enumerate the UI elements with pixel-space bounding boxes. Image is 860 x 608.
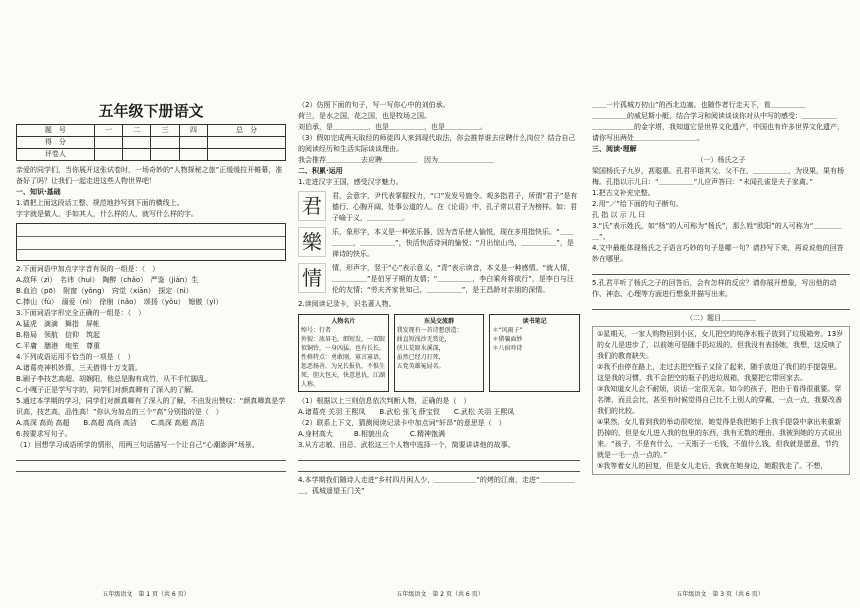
score-cell[interactable] (151, 149, 179, 161)
answer-line[interactable] (16, 464, 286, 472)
score-cell[interactable] (151, 137, 179, 149)
grader-row (17, 149, 286, 161)
answer-line[interactable] (298, 453, 580, 461)
question-text: （1）回想学习成语所学的情形，用两三句话描写一个让自己“心潮澎湃”场景。 (16, 441, 259, 449)
score-cell[interactable] (208, 149, 286, 161)
score-header-cell: 四 (179, 125, 207, 137)
section-heading: 三、阅读·理解 (592, 145, 637, 153)
card-title: 东吴交流群 (424, 318, 455, 325)
option-text: A.猛虎 滴滴 舞指 屏帐 (16, 320, 100, 328)
fill-sentence[interactable]: ＿＿一片孤城万仞山”的西北边塞。也随作者行走天下，看＿＿＿＿＿ (592, 101, 806, 109)
question-text: 1.走进汉字王国，感受汉字魅力。 (298, 178, 403, 186)
glyph-description: 乐，象形字，本义是一种弦乐器，因为音乐使人愉悦，现在多用指快乐。“＿＿＿＿＿，＿＿＿＿＿”，快活快活诗词的愉悦；“月出惊山鸟，＿＿＿＿＿”，是禅诗的快乐。 (332, 228, 574, 258)
fill-sentence[interactable]: 我会推荐＿＿＿＿＿去应聘＿＿＿＿＿ 因为＿＿＿＿＿＿＿＿ (298, 156, 494, 164)
question-text: （3）假如完成两天取经的师徒四人来到现代取法，你会推荐谁去应聘什么岗位？结合自己的阅读经历和生活实际谈谈理由。 (298, 134, 576, 153)
score-header-row (17, 125, 286, 137)
intro-text: 亲爱的同学们，当你展开这张试卷时，一场奇妙的“人物探秘之旅”正缓缓拉开帷幕，准备好了吗？让我们一起走进这些人物世界吧！ (16, 166, 283, 185)
story-paragraph: ①星期天，一家人购物回到小区，女儿把空的纯净水瓶子放到了垃圾箱旁。13岁的女儿是进步了，以前她可是随手扔垃圾的。但我没有表扬她，我想，这反映了我们的教育缺失。 (597, 330, 844, 360)
card-line: 侠儿荒原水溪深， (396, 345, 445, 352)
card-title: 读书笔记 (522, 318, 547, 325)
glyph-item (298, 263, 580, 296)
question-text: （1）根据以上三则信息依次判断人物，正确的是（ ） (298, 397, 471, 405)
option-text: C.小嘎子正是学写字的，同学们对颜真卿有了深入的了解。 (16, 386, 199, 394)
question-text: 5.通过本学期的学习，同学们对颜真卿有了深入的了解，不由发出赞叹：“颜真卿真是学识高，技艺高，品性高！”你认为加点的三个“高”分别指的是（ ） (16, 397, 286, 416)
score-row-label: 得 分 (17, 137, 95, 149)
ancient-glyph: 樂 (298, 227, 326, 257)
grader-row-label: 评卷人 (17, 149, 95, 161)
story-paragraph: ②我不由停在路上，走过去把空瓶子又捡了起来，随手放进了我们的手提袋里。这是我的习惯，我不会把空的瓶子扔进垃圾箱，我要把它带回家去。 (597, 363, 842, 382)
answer-line[interactable] (592, 267, 850, 275)
score-cell[interactable] (179, 137, 207, 149)
score-header-cell: 三 (151, 125, 179, 137)
card-title: 人物名片 (331, 318, 356, 325)
card-line: 我发现有一首诗想创造： (396, 327, 463, 334)
question-text: （2）联系上下文，猜测阅读记录卡中加点词“轩昂”的意思是（ ） (298, 419, 506, 427)
score-cell[interactable] (123, 137, 151, 149)
question-text: 3.下面词语字形完全正确的一组是：（ ） (16, 309, 146, 317)
question-text: 1.请把上面这段话工整、规范地抄写到下面的横线上。 (16, 199, 184, 207)
question-text: 2.读阅读记录卡，识名著人物。 (298, 300, 396, 308)
card-line: ＊猪骗面妙 (492, 336, 523, 343)
question-text: 3.“氏”表示姓氏，如“杨”的人可称为“杨氏”，那么姓“欧阳”的人可称为“＿＿＿＿＿”。 (592, 222, 842, 241)
copy-answer-box[interactable] (16, 223, 286, 261)
group-chat-card (394, 314, 485, 392)
option-text: A.诸葛亮 关羽 王熙凤 B.武松 张飞 薛宝钗 C.武松 关羽 王熙凤 (298, 408, 515, 416)
option-text: B.刷子李技艺高超、胡娴阳，他总是胸有成竹，从不手忙脚乱。 (16, 375, 213, 383)
page-3 (592, 100, 850, 584)
fill-sentence[interactable]: 刘伯承，是＿＿＿＿＿，也是＿＿＿＿＿，也是＿＿＿＿＿。 (298, 123, 487, 131)
option-text: A.敌拜（zì） 名讳（huì） 陶醉（chǎo） 严鉴（jiàn）生 (16, 276, 199, 284)
card-line: 绰号：行者 (301, 327, 332, 334)
story-passage (592, 326, 850, 475)
page-footer: 五年级语文 第 1 页（共 6 页） (102, 591, 190, 598)
reading-cards (298, 314, 580, 392)
score-header-cell: 总 分 (208, 125, 286, 137)
glyph-list (298, 191, 580, 296)
reading-subtitle: （一）杨氏之子 (696, 156, 746, 164)
score-cell[interactable] (179, 149, 207, 161)
glyph-description: 君，会意字，尹代表掌握权力，“口”发发号施令。观多指君子，所谓“君子”是有德行、心胸开阔、处事公道的人。在《论语》中，孔子常以君子为榜样。如：君子喻于义，＿＿＿＿＿。 (332, 192, 578, 222)
option-text: A.高深 高尚 高超 B.高超 高尚 高洁 C.高深 高超 高洁 (16, 419, 205, 427)
option-text: A.诸葛亮神机妙算，三天借得十万支箭。 (16, 364, 142, 372)
page-footer: 五年级语文 第 3 页（共 6 页） (676, 591, 764, 598)
question-text: 3.从方志敏、田忌、武松这三个人物中选择一个，简要讲讲他的故事。 (298, 441, 515, 449)
reading-passage: 梁国杨氏子九岁，甚聪惠。孔君平诣其父，父不在，＿＿＿＿＿，为设果，果有杨梅。孔指以示儿曰：“＿＿＿＿＿”儿应声答曰：“未闻孔雀是夫子家禽。” (592, 167, 844, 186)
character-card (298, 314, 389, 392)
section-heading: 二、积累·运用 (298, 167, 343, 175)
question-text: 2.用“／”给下面的句子断句。 (592, 200, 683, 208)
sentence-to-split[interactable]: 孔 指 以 示 儿 曰 (592, 211, 646, 219)
glyph-item (298, 227, 580, 260)
answer-line[interactable] (298, 464, 580, 472)
card-line: 五党英雄冤屈名。 (396, 363, 445, 370)
option-text: B.格局 领航 信仰 筑起 (16, 331, 101, 339)
question-text: 4.下列成语运用不恰当的一项是（ ） (16, 353, 135, 361)
option-text: C.平庸 膳港 炮笙 尊重 (16, 342, 101, 350)
page-2 (298, 100, 580, 584)
question-text: 6.按要求写句子。 (16, 430, 72, 438)
question-text: 5.孔君平听了杨氏之子的回答后，会有怎样的反应？请你展开想象，写出他的动作、神态、心理等方面进行想象并描写出来。 (592, 279, 837, 298)
score-row (17, 137, 286, 149)
page-title: 五年级下册语文 (98, 102, 204, 120)
story-paragraph: ④果然，女儿看到我的举动很吃惊，她觉得是我把她手上我手提袋中拿出来重新扔掉的，但是女儿进入我的包里的东西，我有无数的理由，我被到她的方式说出来。“孩子，不是有什么，一天瓶子一毛钱，不值什么钱，但我就是愿意，节约就是一毛一点一点的。” (597, 418, 842, 459)
ancient-glyph: 君 (298, 191, 326, 221)
score-header-cell: 一 (94, 125, 122, 137)
score-header-cell: 二 (123, 125, 151, 137)
example-sentence: 荷兰，是水之国，花之国，也是牧场之国。 (298, 112, 431, 120)
score-header-cell: 题 号 (17, 125, 95, 137)
score-cell[interactable] (94, 149, 122, 161)
answer-line[interactable] (592, 302, 850, 310)
option-text: B.血泊（pō） 附窗（yǒng） 窍觉（xiān） 探定（nì） (16, 287, 193, 295)
card-line: 曲直短浅沙无赏论， (396, 336, 451, 343)
question-text: 1.把古文补充完整。 (592, 189, 655, 197)
copy-text: 字字就是做人，手如其人，什么样的人，就写什么样的字。 (16, 210, 198, 218)
card-line: ＊“风雨子” (492, 327, 523, 334)
question-text: 4.本学期我们随诗人走进“乡村四月闲人少，＿＿＿＿＿＿”的烤的江南，走进“＿＿＿＿＿＿，孤城遥望玉门关” (298, 476, 575, 495)
card-line: ＊八宿吟诗 (492, 345, 523, 352)
question-text: （2）仿照下面的句子，写一写你心中的刘伯承。 (298, 101, 450, 109)
question-text: 2.下面词语中加点字字音有误的一组是：（ ） (16, 265, 160, 273)
fill-sentence[interactable]: ＿＿＿＿＿的威尼斯小艇，结合学习和阅读谈谈你对从中写的感受：＿＿＿＿＿ (592, 112, 837, 120)
story-paragraph: ③我知道女儿会不耐烦，说话一定很无奈。如今的孩子，把由于看得很重要。穿名牌，而且会比，甚至有时候觉得自己比不上别人的穿戴，一点一点，我要改善我们的比较。 (597, 385, 842, 415)
option-text: A.身材高大 B.相貌出众 C.精神饱满 (298, 430, 446, 438)
answer-line[interactable] (16, 453, 286, 461)
page-1 (16, 100, 286, 584)
score-cell[interactable] (208, 137, 286, 149)
card-line: 外貌：浓眉毛，细短发，一双眼似铜铃，一身凶猛，也有长长。性格特点：勇敢刚，寡言寡语，惩恶扬善，为兄长报仇，不惧生死，胆大包天，快意恩仇，江湖人称。 (301, 336, 386, 388)
score-table (16, 124, 286, 161)
story-paragraph: ⑤我等着女儿的回复，但是女儿走后，我就在她身边，她跟我走了。不想， (597, 462, 828, 470)
section-heading: 一、知识·基础 (16, 188, 61, 196)
reading-subtitle: （二）题目＿＿＿＿＿ (686, 314, 756, 322)
reading-notes-card (489, 314, 580, 392)
glyph-description: 情，形声字，竖于“心”表示意义，“青”表示读音，本义是一种感情。“就人情，＿＿＿＿＿”是伯牙子期的友情；“＿＿＿＿＿，李白乘舟将欲行”，是李白与汪伦的友情；“劳夫齐家世知己，＿＿＿＿＿”，是王昌龄对亲朋的深情。 (332, 264, 575, 294)
score-cell[interactable] (123, 149, 151, 161)
glyph-item (298, 191, 580, 224)
page-footer: 五年级语文 第 2 页（共 6 页） (396, 591, 484, 598)
ancient-glyph: 情 (298, 263, 326, 293)
question-text: 4.文中最能体现杨氏之子语言巧妙的句子是哪一句？请抄写下来，再说说他的回答妙在哪里。 (592, 244, 844, 263)
score-cell[interactable] (94, 137, 122, 149)
card-line: 虽然已经刀打死， (396, 354, 445, 361)
option-text: C.捧山（fù） 溺爱（nì） 徐崩（nǎo） 颂扬（yǒu） 媳傲（yì） (16, 298, 223, 306)
fill-sentence[interactable]: ＿＿＿＿＿＿的金字塔，我知道它是世界文化遗产，中国也有许多世界文化遗产，请你写出两处＿＿＿＿＿＿＿＿＿。 (592, 123, 844, 142)
